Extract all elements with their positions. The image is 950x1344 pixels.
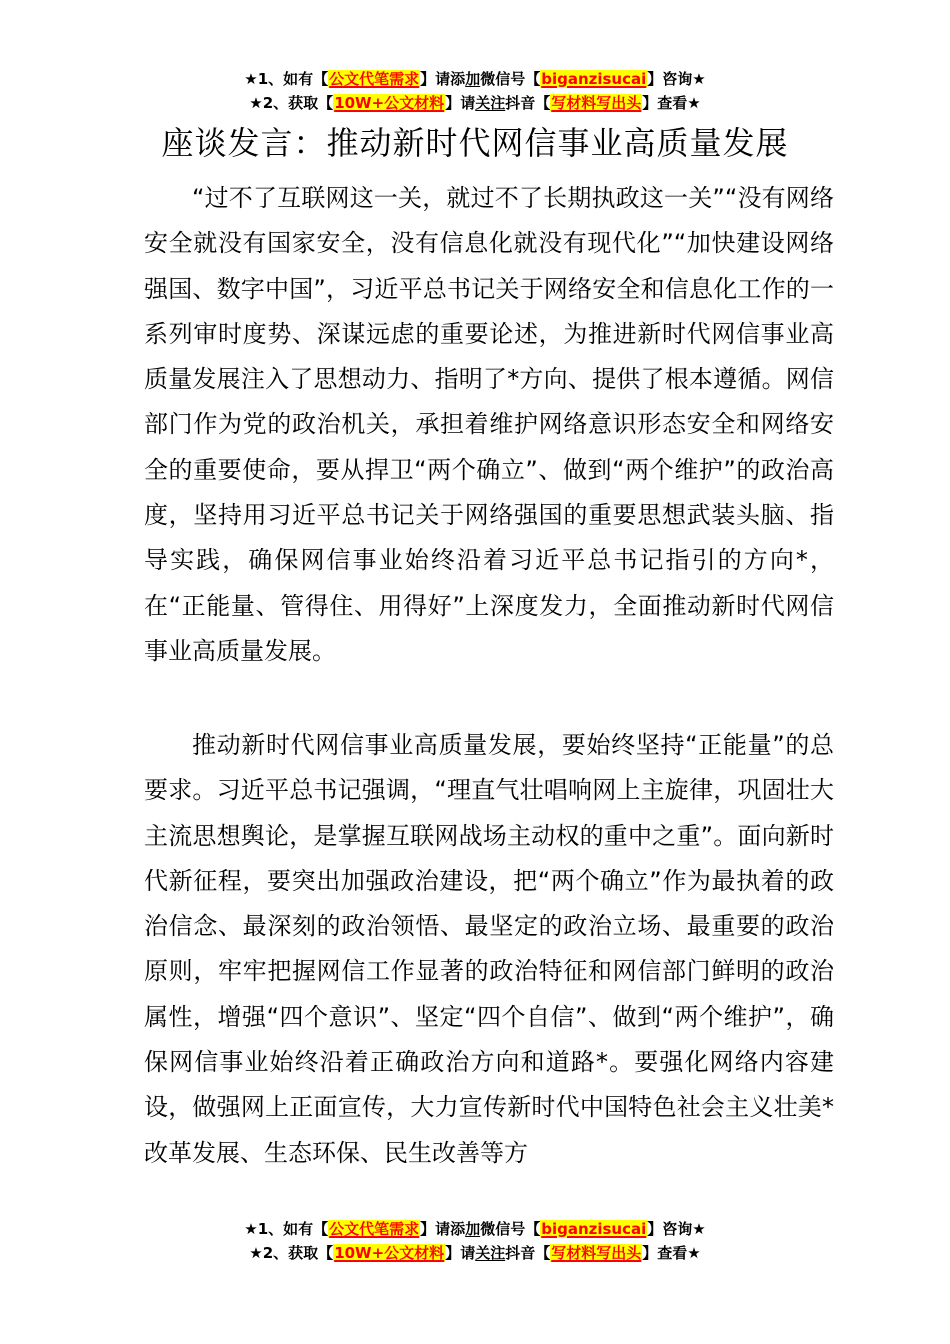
body-paragraph-2: 推动新时代网信事业高质量发展，要始终坚持“正能量”的总要求。习近平总书记强调，“理直气壮唱响网上主旋律，巩固壮大主流思想舆论，是掌握互联网战场主动权的重中之重”。面向新时代新征程，要突出加强政治建设，把“两个确立”作为最执着的政治信念、最深刻的政治领悟、最坚定的政治立场、最重要的政治原则，牢牢把握网信工作显著的政治特征和网信部门鲜明的政治属性，增强“四个意识”、坚定“四个自信”、做到“两个维护”，确保网信事业始终沿着正确政治方向和道路*。要强化网络内容建设，做强网上正面宣传，大力宣传新时代中国特色社会主义壮美*改革发展、生态环保、民生改善等方 <box>144 731 834 1167</box>
highlight-service: 公文代笔需求 <box>329 1220 420 1238</box>
document-title: 座谈发言：推动新时代网信事业高质量发展 <box>161 124 789 162</box>
banner-line-1 <box>0 67 950 91</box>
banner-underlined-text: 加 <box>465 70 481 88</box>
banner-text: 】请 <box>445 94 476 112</box>
banner-text: 】请添 <box>420 1220 466 1238</box>
banner-text: 】查看★ <box>642 1244 701 1262</box>
banner-text: ★1、如有【 <box>244 70 329 88</box>
banner-line-1 <box>0 1217 950 1241</box>
banner-text: 微信号【 <box>480 1220 541 1238</box>
banner-text: ★1、如有【 <box>244 1220 329 1238</box>
banner-text: 】请添 <box>420 70 466 88</box>
banner-underlined-text: 关注 <box>475 1244 506 1262</box>
body-paragraph-1: “过不了互联网这一关，就过不了长期执政这一关”“没有网络安全就没有国家安全，没有信息化就没有现代化”“加快建设网络强国、数字中国”，习近平总书记关于网络安全和信息化工作的一系列审时度势、深谋远虑的重要论述，为推进新时代网信事业高质量发展注入了思想动力、指明了*方向、提供了根本遵循。网信部门作为党的政治机关，承担着维护网络意识形态安全和网络安全的重要使命，要从捍卫“两个确立”、做到“两个维护”的政治高度，坚持用习近平总书记关于网络强国的重要思想武装头脑、指导实践，确保网信事业始终沿着习近平总书记指引的方向*，在“正能量、管得住、用得好”上深度发力，全面推动新时代网信事业高质量发展。 <box>144 184 834 665</box>
highlight-materials: 10W+公文材料 <box>334 1244 445 1262</box>
header-banner <box>0 67 950 115</box>
banner-underlined-text: 关注 <box>475 94 506 112</box>
banner-line-2 <box>0 91 950 115</box>
highlight-wechat-id: biganzisucai <box>541 70 647 88</box>
banner-text: 】咨询★ <box>647 70 706 88</box>
highlight-wechat-id: biganzisucai <box>541 1220 647 1238</box>
banner-text: ★2、获取【 <box>249 94 334 112</box>
banner-text: 】查看★ <box>642 94 701 112</box>
highlight-materials: 10W+公文材料 <box>334 94 445 112</box>
banner-text: 抖音【 <box>505 94 551 112</box>
footer-banner <box>0 1217 950 1265</box>
highlight-douyin: 写材料写出头 <box>551 1244 642 1262</box>
highlight-douyin: 写材料写出头 <box>551 94 642 112</box>
banner-text: 】请 <box>445 1244 476 1262</box>
highlight-service: 公文代笔需求 <box>329 70 420 88</box>
banner-underlined-text: 加 <box>465 1220 481 1238</box>
banner-text: 】咨询★ <box>647 1220 706 1238</box>
banner-text: ★2、获取【 <box>249 1244 334 1262</box>
banner-line-2 <box>0 1241 950 1265</box>
banner-text: 抖音【 <box>505 1244 551 1262</box>
banner-text: 微信号【 <box>480 70 541 88</box>
